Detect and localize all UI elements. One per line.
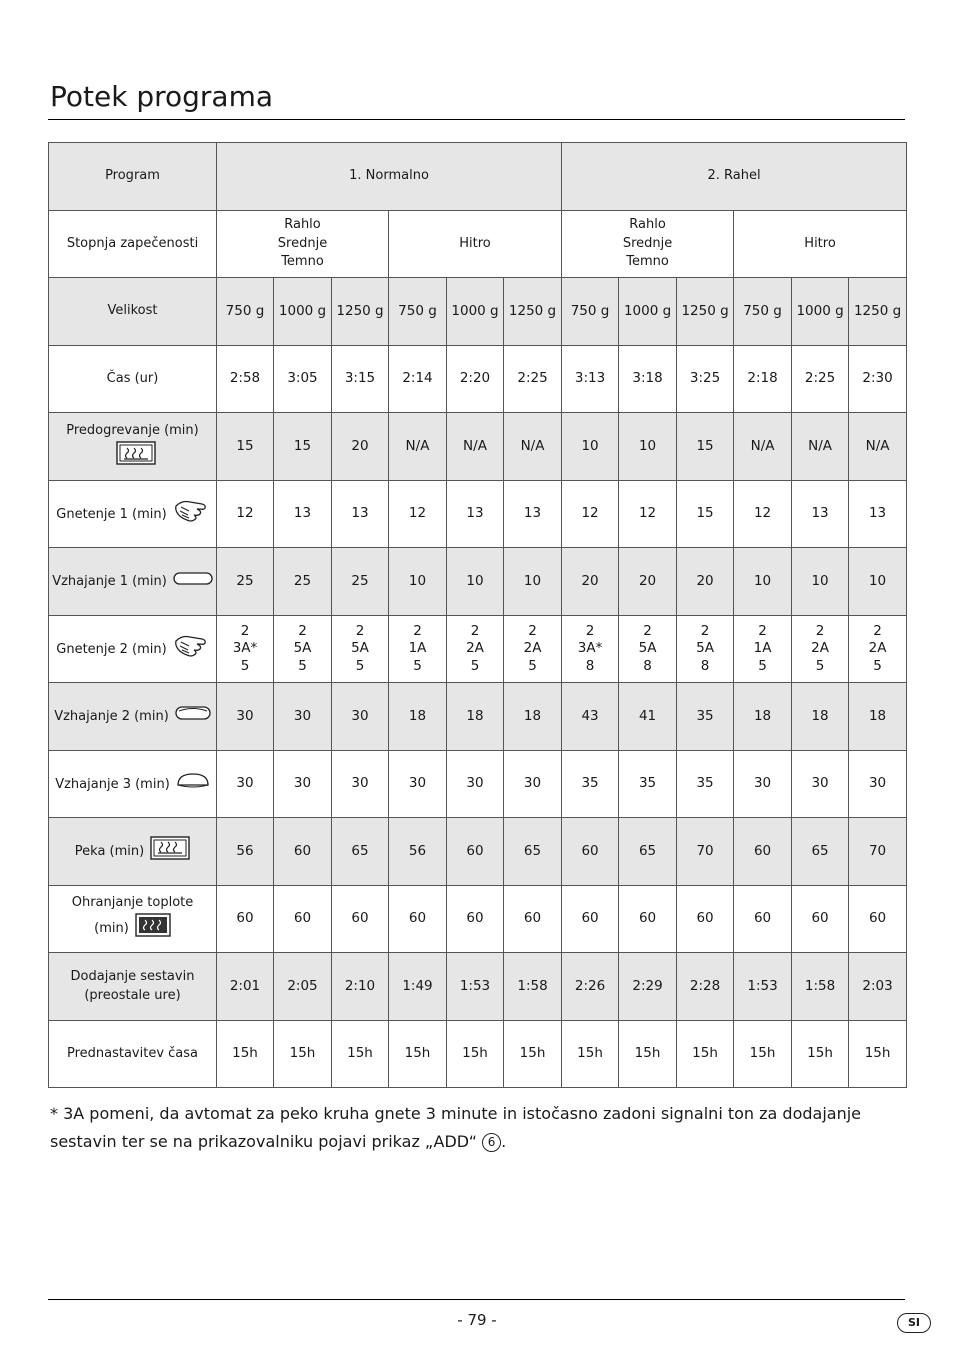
value-cell: 65: [332, 818, 389, 886]
value-cell: 18: [849, 683, 907, 751]
value-line: 8: [643, 657, 652, 674]
row-label: [49, 683, 217, 751]
value-line: 5A: [293, 640, 312, 657]
size-cell: 1000 g: [792, 278, 849, 346]
value-line: 5: [355, 657, 365, 674]
degree-line: Hitro: [459, 235, 491, 251]
value-cell: 25: [332, 548, 389, 616]
value-cell: 3:05: [274, 346, 332, 413]
program-table: [48, 142, 907, 1088]
value-cell: 2:30: [849, 346, 907, 413]
value-cell: 15h: [792, 1021, 849, 1088]
value-line: 5A: [696, 640, 714, 657]
value-cell: 65: [504, 818, 562, 886]
value-cell: 2:20: [447, 346, 504, 413]
dough-rise-small-icon: [173, 570, 213, 593]
value-cell: 15h: [562, 1021, 619, 1088]
degree-line: Temno: [281, 254, 324, 270]
value-cell: 30: [217, 683, 274, 751]
size-cell: 1250 g: [332, 278, 389, 346]
value-cell: 60: [274, 818, 332, 886]
value-cell: 35: [562, 751, 619, 818]
value-cell: 20: [562, 548, 619, 616]
degree-line: Hitro: [804, 235, 836, 251]
value-cell: 30: [274, 751, 332, 818]
value-cell: 30: [447, 751, 504, 818]
program-header: 1. Normalno: [217, 143, 562, 211]
value-cell: 15h: [734, 1021, 792, 1088]
value-cell: 13: [332, 481, 389, 548]
value-cell: 2:01: [217, 953, 274, 1021]
value-cell: 15: [677, 413, 734, 481]
size-label: Velikost: [49, 278, 217, 346]
value-cell: 30: [217, 751, 274, 818]
size-cell: 1000 g: [274, 278, 332, 346]
value-cell: 15: [677, 481, 734, 548]
value-cell: 3:18: [619, 346, 677, 413]
preheat-icon: [116, 441, 156, 472]
value-cell: 12: [217, 481, 274, 548]
value-line: 2: [643, 622, 652, 639]
value-cell: 30: [849, 751, 907, 818]
degree-line: Rahlo: [629, 216, 666, 232]
baking-icon: [150, 836, 190, 867]
footnote-text: * 3A pomeni, da avtomat za peko kruha gnete 3 minute in istočasno zadoni signalni ton za dodajanje sestavin ter se na prikazovalniku pojavi prikaz „ADD“: [50, 1104, 862, 1151]
table-row: [49, 953, 907, 1021]
degree-cell: [562, 211, 734, 278]
keep-warm-icon: [135, 913, 171, 944]
value-line: 1A: [753, 640, 772, 657]
value-cell: 1:49: [389, 953, 447, 1021]
value-cell: 35: [619, 751, 677, 818]
value-cell: [792, 616, 849, 683]
value-cell: 60: [389, 886, 447, 953]
value-cell: 18: [792, 683, 849, 751]
size-cell: 750 g: [734, 278, 792, 346]
value-cell: 10: [734, 548, 792, 616]
row-label-text: Čas (ur): [106, 370, 159, 386]
value-cell: 15h: [619, 1021, 677, 1088]
value-cell: [562, 616, 619, 683]
program-row: [49, 143, 907, 211]
value-line: 3A*: [577, 640, 603, 657]
size-cell: 1000 g: [619, 278, 677, 346]
value-line: 5: [413, 657, 422, 674]
dough-rise-large-icon: [176, 772, 210, 797]
value-cell: [389, 616, 447, 683]
value-line: 5: [240, 657, 250, 674]
table-row: [49, 818, 907, 886]
table-row: [49, 616, 907, 683]
value-line: 5: [298, 657, 307, 674]
value-cell: N/A: [849, 413, 907, 481]
size-cell: 1250 g: [677, 278, 734, 346]
table-row: [49, 548, 907, 616]
value-cell: 15: [217, 413, 274, 481]
degree-cell: [734, 211, 907, 278]
value-line: 2: [528, 622, 537, 639]
value-cell: 18: [447, 683, 504, 751]
value-line: 2: [815, 622, 825, 639]
value-cell: 60: [504, 886, 562, 953]
value-cell: 1:53: [447, 953, 504, 1021]
value-cell: 10: [619, 413, 677, 481]
value-cell: 12: [734, 481, 792, 548]
value-line: 5: [873, 657, 882, 674]
page-title: Potek programa: [50, 80, 274, 113]
value-cell: 2:03: [849, 953, 907, 1021]
value-cell: 2:14: [389, 346, 447, 413]
value-cell: 30: [504, 751, 562, 818]
value-cell: 12: [389, 481, 447, 548]
value-cell: 10: [504, 548, 562, 616]
size-row: [49, 278, 907, 346]
footer-divider: [48, 1299, 905, 1300]
value-cell: 10: [792, 548, 849, 616]
value-cell: 60: [447, 818, 504, 886]
value-line: 2A: [868, 640, 887, 657]
degree-line: Srednje: [277, 235, 328, 251]
value-line: 5A: [638, 640, 657, 657]
row-label-text: Gnetenje 1 (min): [56, 506, 167, 522]
value-cell: 10: [849, 548, 907, 616]
dough-rise-medium-icon: [175, 704, 211, 729]
value-cell: 60: [562, 818, 619, 886]
value-cell: 2:29: [619, 953, 677, 1021]
row-label-text: Vzhajanje 3 (min): [55, 776, 170, 792]
value-cell: 60: [734, 818, 792, 886]
value-cell: 30: [274, 683, 332, 751]
value-cell: N/A: [504, 413, 562, 481]
size-cell: 750 g: [562, 278, 619, 346]
value-cell: 41: [619, 683, 677, 751]
value-cell: 18: [389, 683, 447, 751]
row-label: [49, 481, 217, 548]
value-cell: 60: [217, 886, 274, 953]
degree-label: Stopnja zapečenosti: [49, 211, 217, 278]
value-cell: 13: [504, 481, 562, 548]
value-cell: 2:26: [562, 953, 619, 1021]
row-label-text: Peka (min): [74, 844, 145, 859]
value-line: 5: [758, 657, 767, 674]
value-cell: 60: [332, 886, 389, 953]
value-cell: 30: [389, 751, 447, 818]
value-cell: 13: [447, 481, 504, 548]
value-cell: 15h: [332, 1021, 389, 1088]
size-cell: 1250 g: [504, 278, 562, 346]
row-label: [49, 886, 217, 953]
value-cell: [734, 616, 792, 683]
row-label-text: Prednastavitev časa: [66, 1045, 199, 1061]
row-label-text: Dodajanje sestavin (preostale ure): [70, 968, 195, 1003]
value-line: 2: [298, 622, 307, 639]
value-cell: 25: [274, 548, 332, 616]
value-cell: 65: [792, 818, 849, 886]
row-label-text: Ohranjanje toplote (min): [71, 895, 194, 936]
value-cell: 70: [849, 818, 907, 886]
value-cell: 15h: [217, 1021, 274, 1088]
value-cell: 70: [677, 818, 734, 886]
page-number: - 79 -: [457, 1311, 497, 1329]
table-row: [49, 481, 907, 548]
value-line: 2: [413, 622, 422, 639]
value-line: 2: [240, 622, 250, 639]
value-cell: N/A: [447, 413, 504, 481]
value-cell: 30: [332, 751, 389, 818]
value-cell: 1:58: [792, 953, 849, 1021]
table-row: [49, 751, 907, 818]
value-cell: 60: [849, 886, 907, 953]
value-line: 3A*: [232, 640, 258, 657]
value-line: 2: [585, 622, 595, 639]
value-cell: 56: [217, 818, 274, 886]
footnote-ref-circle: 6: [482, 1133, 501, 1152]
value-cell: [849, 616, 907, 683]
value-cell: 65: [619, 818, 677, 886]
value-line: 5: [470, 657, 480, 674]
value-cell: 2:28: [677, 953, 734, 1021]
value-cell: 13: [792, 481, 849, 548]
size-cell: 750 g: [389, 278, 447, 346]
value-cell: [677, 616, 734, 683]
value-cell: 3:25: [677, 346, 734, 413]
value-line: 8: [585, 657, 595, 674]
value-cell: 15h: [504, 1021, 562, 1088]
value-cell: [504, 616, 562, 683]
value-line: 2: [470, 622, 480, 639]
row-label: [49, 616, 217, 683]
value-cell: 2:10: [332, 953, 389, 1021]
value-line: 2: [873, 622, 882, 639]
row-label-text: Vzhajanje 2 (min): [54, 709, 169, 724]
value-line: 2A: [466, 640, 484, 657]
value-cell: 10: [447, 548, 504, 616]
value-cell: 20: [677, 548, 734, 616]
value-cell: 60: [619, 886, 677, 953]
value-cell: 2:18: [734, 346, 792, 413]
value-cell: 10: [562, 413, 619, 481]
size-cell: 1250 g: [849, 278, 907, 346]
value-cell: 60: [447, 886, 504, 953]
value-cell: 2:05: [274, 953, 332, 1021]
value-cell: 3:15: [332, 346, 389, 413]
row-label: [49, 953, 217, 1021]
value-cell: 18: [504, 683, 562, 751]
value-cell: 30: [792, 751, 849, 818]
value-cell: 13: [849, 481, 907, 548]
value-line: 1A: [408, 640, 427, 657]
row-label: [49, 818, 217, 886]
value-cell: 2:25: [792, 346, 849, 413]
value-line: 2: [758, 622, 767, 639]
value-cell: 56: [389, 818, 447, 886]
row-label-text: Gnetenje 2 (min): [56, 641, 167, 657]
row-label: [49, 1021, 217, 1088]
row-label: [49, 751, 217, 818]
program-table-body: [49, 143, 907, 1088]
kneading-hand-icon: [173, 633, 209, 666]
degree-line: Rahlo: [284, 216, 321, 232]
value-cell: [619, 616, 677, 683]
value-line: 2A: [811, 640, 829, 657]
language-badge: SI: [897, 1313, 931, 1333]
table-row: [49, 413, 907, 481]
value-cell: 20: [332, 413, 389, 481]
value-cell: 2:25: [504, 346, 562, 413]
value-cell: 60: [792, 886, 849, 953]
value-line: 2: [355, 622, 365, 639]
value-cell: 15h: [389, 1021, 447, 1088]
value-cell: 25: [217, 548, 274, 616]
value-cell: 30: [332, 683, 389, 751]
value-cell: 35: [677, 683, 734, 751]
value-cell: 60: [734, 886, 792, 953]
table-row: [49, 346, 907, 413]
value-line: 5: [815, 657, 825, 674]
value-cell: 15h: [849, 1021, 907, 1088]
value-line: 5A: [351, 640, 369, 657]
value-cell: 12: [562, 481, 619, 548]
row-label-text: Predogrevanje (min): [66, 422, 199, 438]
table-row: [49, 886, 907, 953]
value-cell: 1:53: [734, 953, 792, 1021]
footnote-end: .: [501, 1132, 507, 1151]
value-cell: 2:58: [217, 346, 274, 413]
value-line: 8: [700, 657, 710, 674]
value-cell: 60: [677, 886, 734, 953]
value-cell: 20: [619, 548, 677, 616]
value-cell: 35: [677, 751, 734, 818]
value-cell: 10: [389, 548, 447, 616]
value-cell: 15h: [447, 1021, 504, 1088]
value-cell: N/A: [792, 413, 849, 481]
row-label-text: Vzhajanje 1 (min): [52, 574, 167, 589]
degree-line: Srednje: [622, 235, 673, 251]
value-line: 2A: [523, 640, 542, 657]
value-line: 2: [700, 622, 710, 639]
table-row: [49, 683, 907, 751]
row-label: [49, 548, 217, 616]
value-cell: 15h: [677, 1021, 734, 1088]
value-cell: 1:58: [504, 953, 562, 1021]
size-cell: 750 g: [217, 278, 274, 346]
value-cell: 60: [274, 886, 332, 953]
value-cell: 12: [619, 481, 677, 548]
program-header: 2. Rahel: [562, 143, 907, 211]
value-cell: 15h: [274, 1021, 332, 1088]
footnote: [50, 1100, 900, 1156]
degree-cell: [389, 211, 562, 278]
size-cell: 1000 g: [447, 278, 504, 346]
value-cell: 43: [562, 683, 619, 751]
value-cell: 15: [274, 413, 332, 481]
value-line: 5: [528, 657, 537, 674]
value-cell: N/A: [734, 413, 792, 481]
value-cell: N/A: [389, 413, 447, 481]
table-row: [49, 1021, 907, 1088]
value-cell: [274, 616, 332, 683]
title-divider: [48, 119, 905, 120]
degree-row: [49, 211, 907, 278]
value-cell: 18: [734, 683, 792, 751]
value-cell: [447, 616, 504, 683]
value-cell: [332, 616, 389, 683]
kneading-hand-icon: [173, 498, 209, 531]
degree-line: Temno: [626, 254, 669, 270]
value-cell: 30: [734, 751, 792, 818]
row-label: [49, 346, 217, 413]
value-cell: 60: [562, 886, 619, 953]
value-cell: [217, 616, 274, 683]
value-cell: 3:13: [562, 346, 619, 413]
program-label: Program: [49, 143, 217, 211]
value-cell: 13: [274, 481, 332, 548]
row-label: [49, 413, 217, 481]
degree-cell: [217, 211, 389, 278]
